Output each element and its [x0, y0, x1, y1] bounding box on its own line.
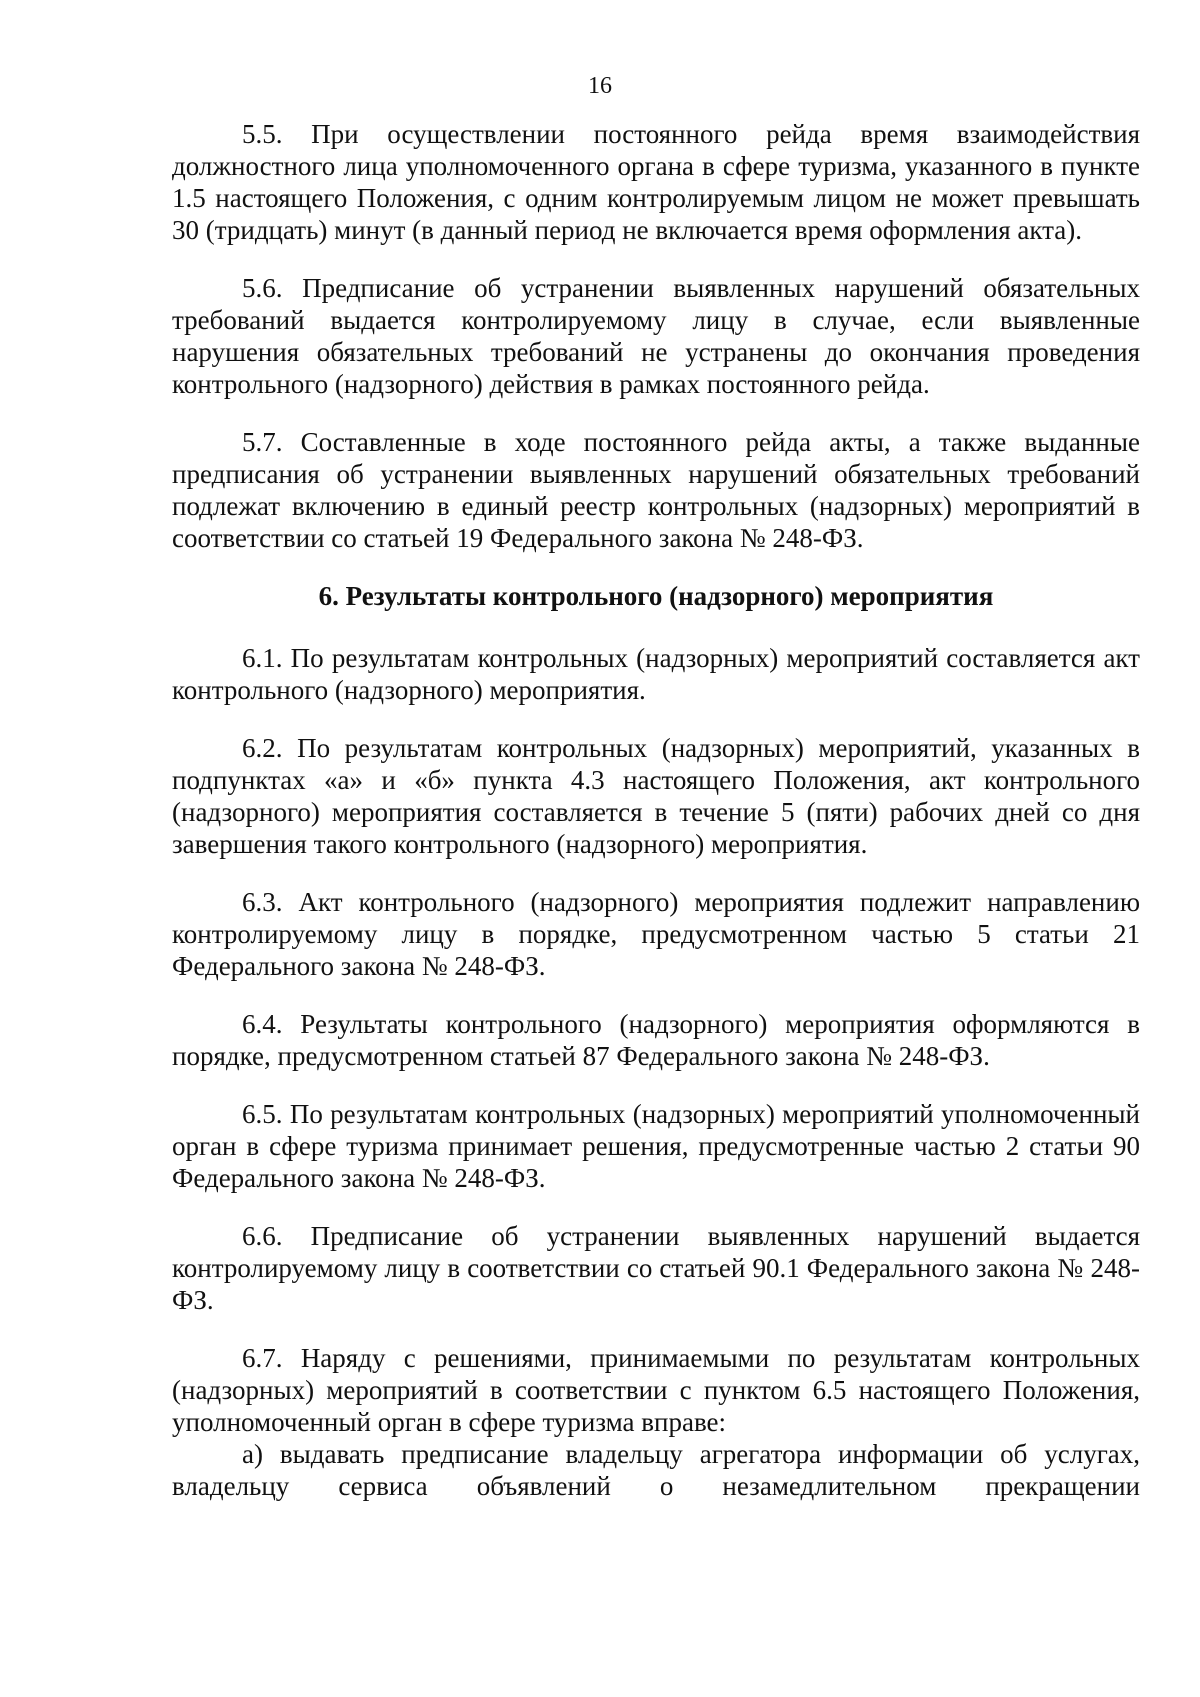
paragraph-5-7: 5.7. Составленные в ходе постоянного рейда акты, а также выданные предписания об устранении выявленных нарушений обязательных требований подлежат включению в единый реестр контрольных (надзорных) мероприятий в соответствии со статьей 19 Федерального закона № 248-ФЗ.	[172, 427, 1140, 553]
paragraph-6-5: 6.5. По результатам контрольных (надзорных) мероприятий уполномоченный орган в сфере туризма принимает решения, предусмотренные частью 2 статьи 90 Федерального закона № 248-ФЗ.	[172, 1099, 1140, 1193]
section-6-heading: 6. Результаты контрольного (надзорного) мероприятия	[318, 581, 994, 611]
paragraph-6-4: 6.4. Результаты контрольного (надзорного) мероприятия оформляются в порядке, предусмотренном статьей 87 Федерального закона № 248-ФЗ.	[172, 1009, 1140, 1071]
paragraph-6-1: 6.1. По результатам контрольных (надзорных) мероприятий составляется акт контрольного (надзорного) мероприятия.	[172, 643, 1140, 705]
page-number: 16	[588, 73, 612, 99]
paragraph-6-3: 6.3. Акт контрольного (надзорного) мероприятия подлежит направлению контролируемому лицу в порядке, предусмотренном частью 5 статьи 21 Федерального закона № 248-ФЗ.	[172, 887, 1140, 981]
paragraph-6-2: 6.2. По результатам контрольных (надзорных) мероприятий, указанных в подпунктах «а» и «б» пункта 4.3 настоящего Положения, акт контрольного (надзорного) мероприятия составляется в течение 5 (пяти) рабочих дней со дня завершения такого контрольного (надзорного) мероприятия.	[172, 733, 1140, 859]
paragraph-6-6: 6.6. Предписание об устранении выявленных нарушений выдается контролируемому лицу в соответствии со статьей 90.1 Федерального закона № 248-ФЗ.	[172, 1221, 1140, 1315]
paragraph-6-7-a: а) выдавать предписание владельцу агрегатора информации об услугах, владельцу сервиса объявлений о незамедлительном прекращении	[172, 1439, 1140, 1501]
paragraph-5-5: 5.5. При осуществлении постоянного рейда время взаимодействия должностного лица уполномоченного органа в сфере туризма, указанного в пункте 1.5 настоящего Положения, с одним контролируемым лицом не может превышать 30 (тридцать) минут (в данный период не включается время оформления акта).	[172, 119, 1140, 245]
paragraph-5-6: 5.6. Предписание об устранении выявленных нарушений обязательных требований выдается контролируемому лицу в случае, если выявленные нарушения обязательных требований не устранены до окончания проведения контрольного (надзорного) действия в рамках постоянного рейда.	[172, 273, 1140, 399]
document-body	[172, 118, 1140, 1502]
paragraph-6-7: 6.7. Наряду с решениями, принимаемыми по результатам контрольных (надзорных) мероприятий в соответствии с пунктом 6.5 настоящего Положения, уполномоченный орган в сфере туризма вправе:	[172, 1343, 1140, 1437]
